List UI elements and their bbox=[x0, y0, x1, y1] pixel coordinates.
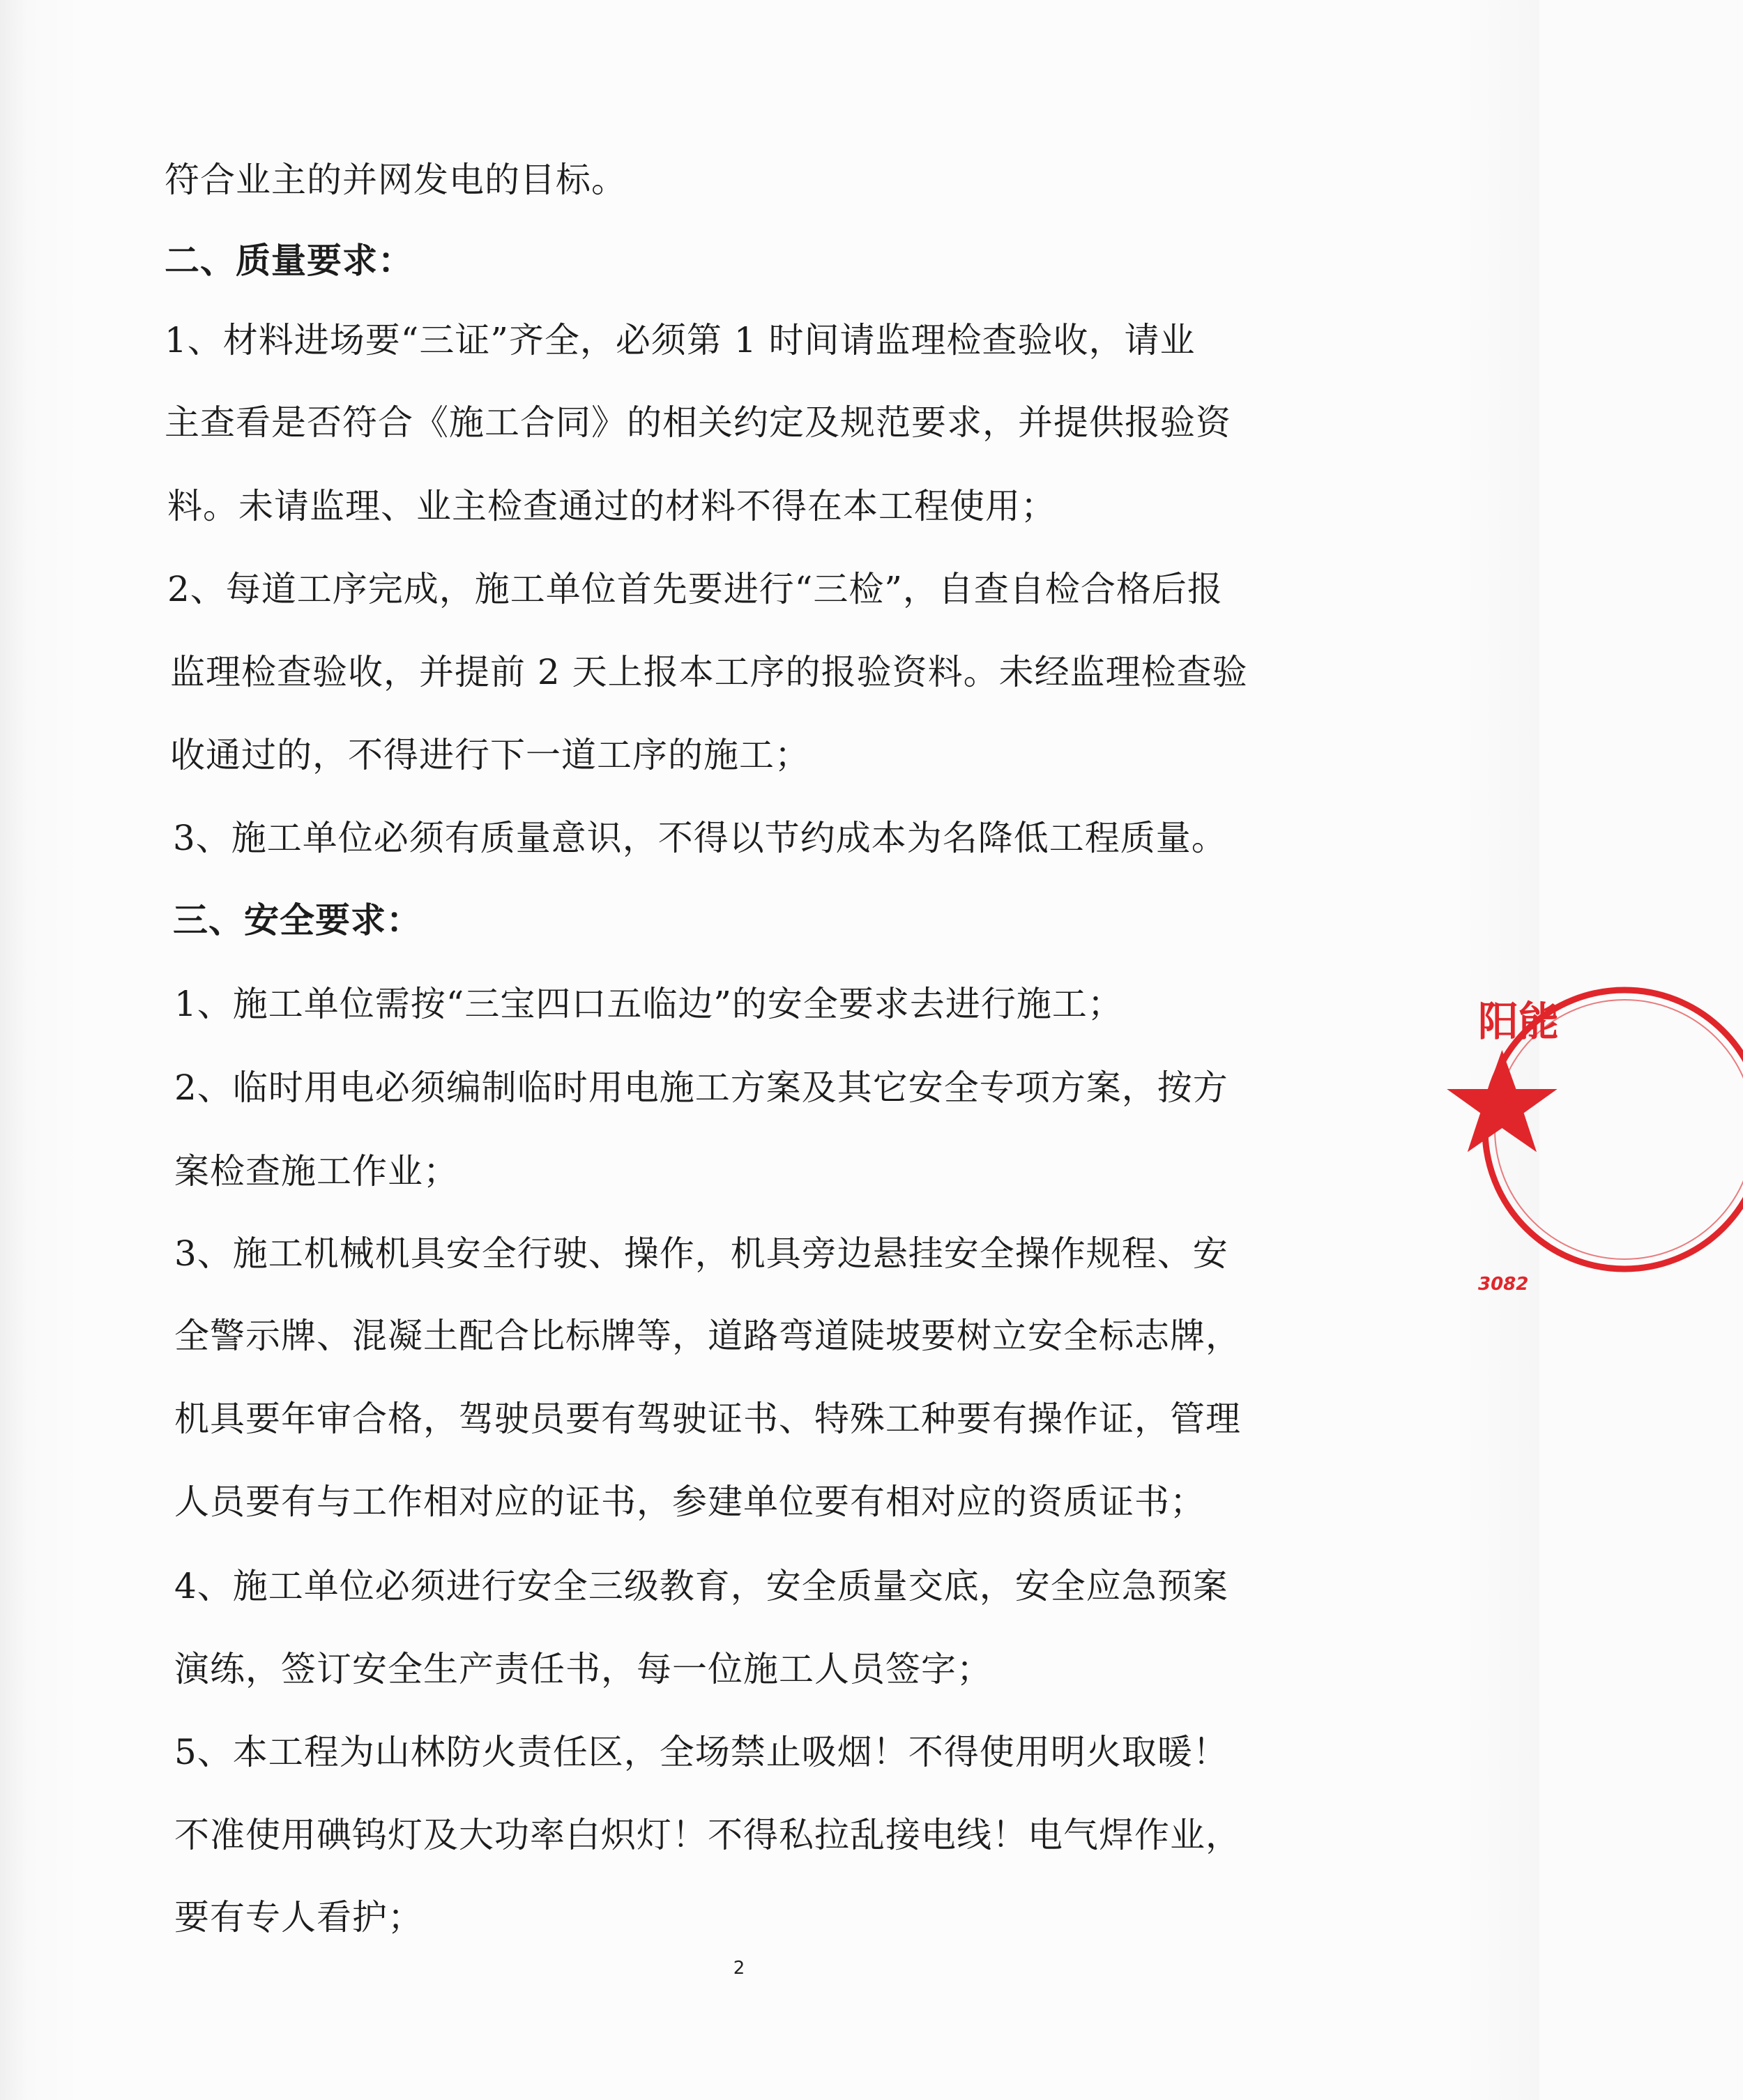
text-line: 全警示牌、混凝土配合比标牌等，道路弯道陡坡要树立安全标志牌， bbox=[174, 1316, 1241, 1356]
text-line: 1、材料进场要“三证”齐全，必须第 1 时间请监理检查验收，请业 bbox=[165, 320, 1196, 360]
page-number: 2 bbox=[733, 1958, 745, 1979]
text-line: 主查看是否符合《施工合同》的相关约定及规范要求，并提供报验资 bbox=[165, 402, 1231, 443]
text-line: 演练，签订安全生产责任书，每一位施工人员签字； bbox=[174, 1649, 992, 1689]
text-line: 2、临时用电必须编制临时用电施工方案及其它安全专项方案，按方 bbox=[174, 1067, 1228, 1108]
star-icon bbox=[1447, 1050, 1557, 1152]
text-line: 不准使用碘钨灯及大功率白炽灯！不得私拉乱接电线！电气焊作业， bbox=[174, 1815, 1241, 1855]
text-line: 监理检查验收，并提前 2 天上报本工序的报验资料。未经监理检查验 bbox=[170, 652, 1248, 692]
text-line: 2、每道工序完成，施工单位首先要进行“三检”，自查自检合格后报 bbox=[167, 569, 1223, 609]
section-heading-quality: 二、质量要求： bbox=[165, 240, 413, 281]
text-line: 1、施工单位需按“三宝四口五临边”的安全要求去进行施工； bbox=[174, 984, 1123, 1024]
text-line: 3、施工单位必须有质量意识，不得以节约成本为名降低工程质量。 bbox=[173, 818, 1227, 858]
text-line: 5、本工程为山林防火责任区，全场禁止吸烟！不得使用明火取暖！ bbox=[174, 1732, 1228, 1772]
text-line: 人员要有与工作相对应的证书，参建单位要有相对应的资质证书； bbox=[174, 1482, 1205, 1522]
text-line: 机具要年审合格，驾驶员要有驾驶证书、特殊工种要有操作证，管理 bbox=[174, 1399, 1241, 1439]
text-line: 收通过的，不得进行下一道工序的施工； bbox=[170, 735, 810, 775]
seal-top-text: 阳能 bbox=[1478, 998, 1560, 1045]
text-line: 4、施工单位必须进行安全三级教育，安全质量交底，安全应急预案 bbox=[174, 1566, 1228, 1606]
company-seal-stamp bbox=[1464, 969, 1743, 1295]
text-line: 要有专人看护； bbox=[174, 1897, 423, 1938]
text-line: 料。未请监理、业主检查通过的材料不得在本工程使用； bbox=[167, 486, 1056, 526]
section-heading-safety: 三、安全要求： bbox=[173, 899, 422, 941]
text-line: 符合业主的并网发电的目标。 bbox=[165, 160, 627, 200]
seal-bottom-text: 3082 bbox=[1478, 1274, 1529, 1295]
text-line: 案检查施工作业； bbox=[174, 1151, 459, 1192]
text-line: 3、施工机械机具安全行驶、操作，机具旁边悬挂安全操作规程、安 bbox=[174, 1233, 1228, 1274]
